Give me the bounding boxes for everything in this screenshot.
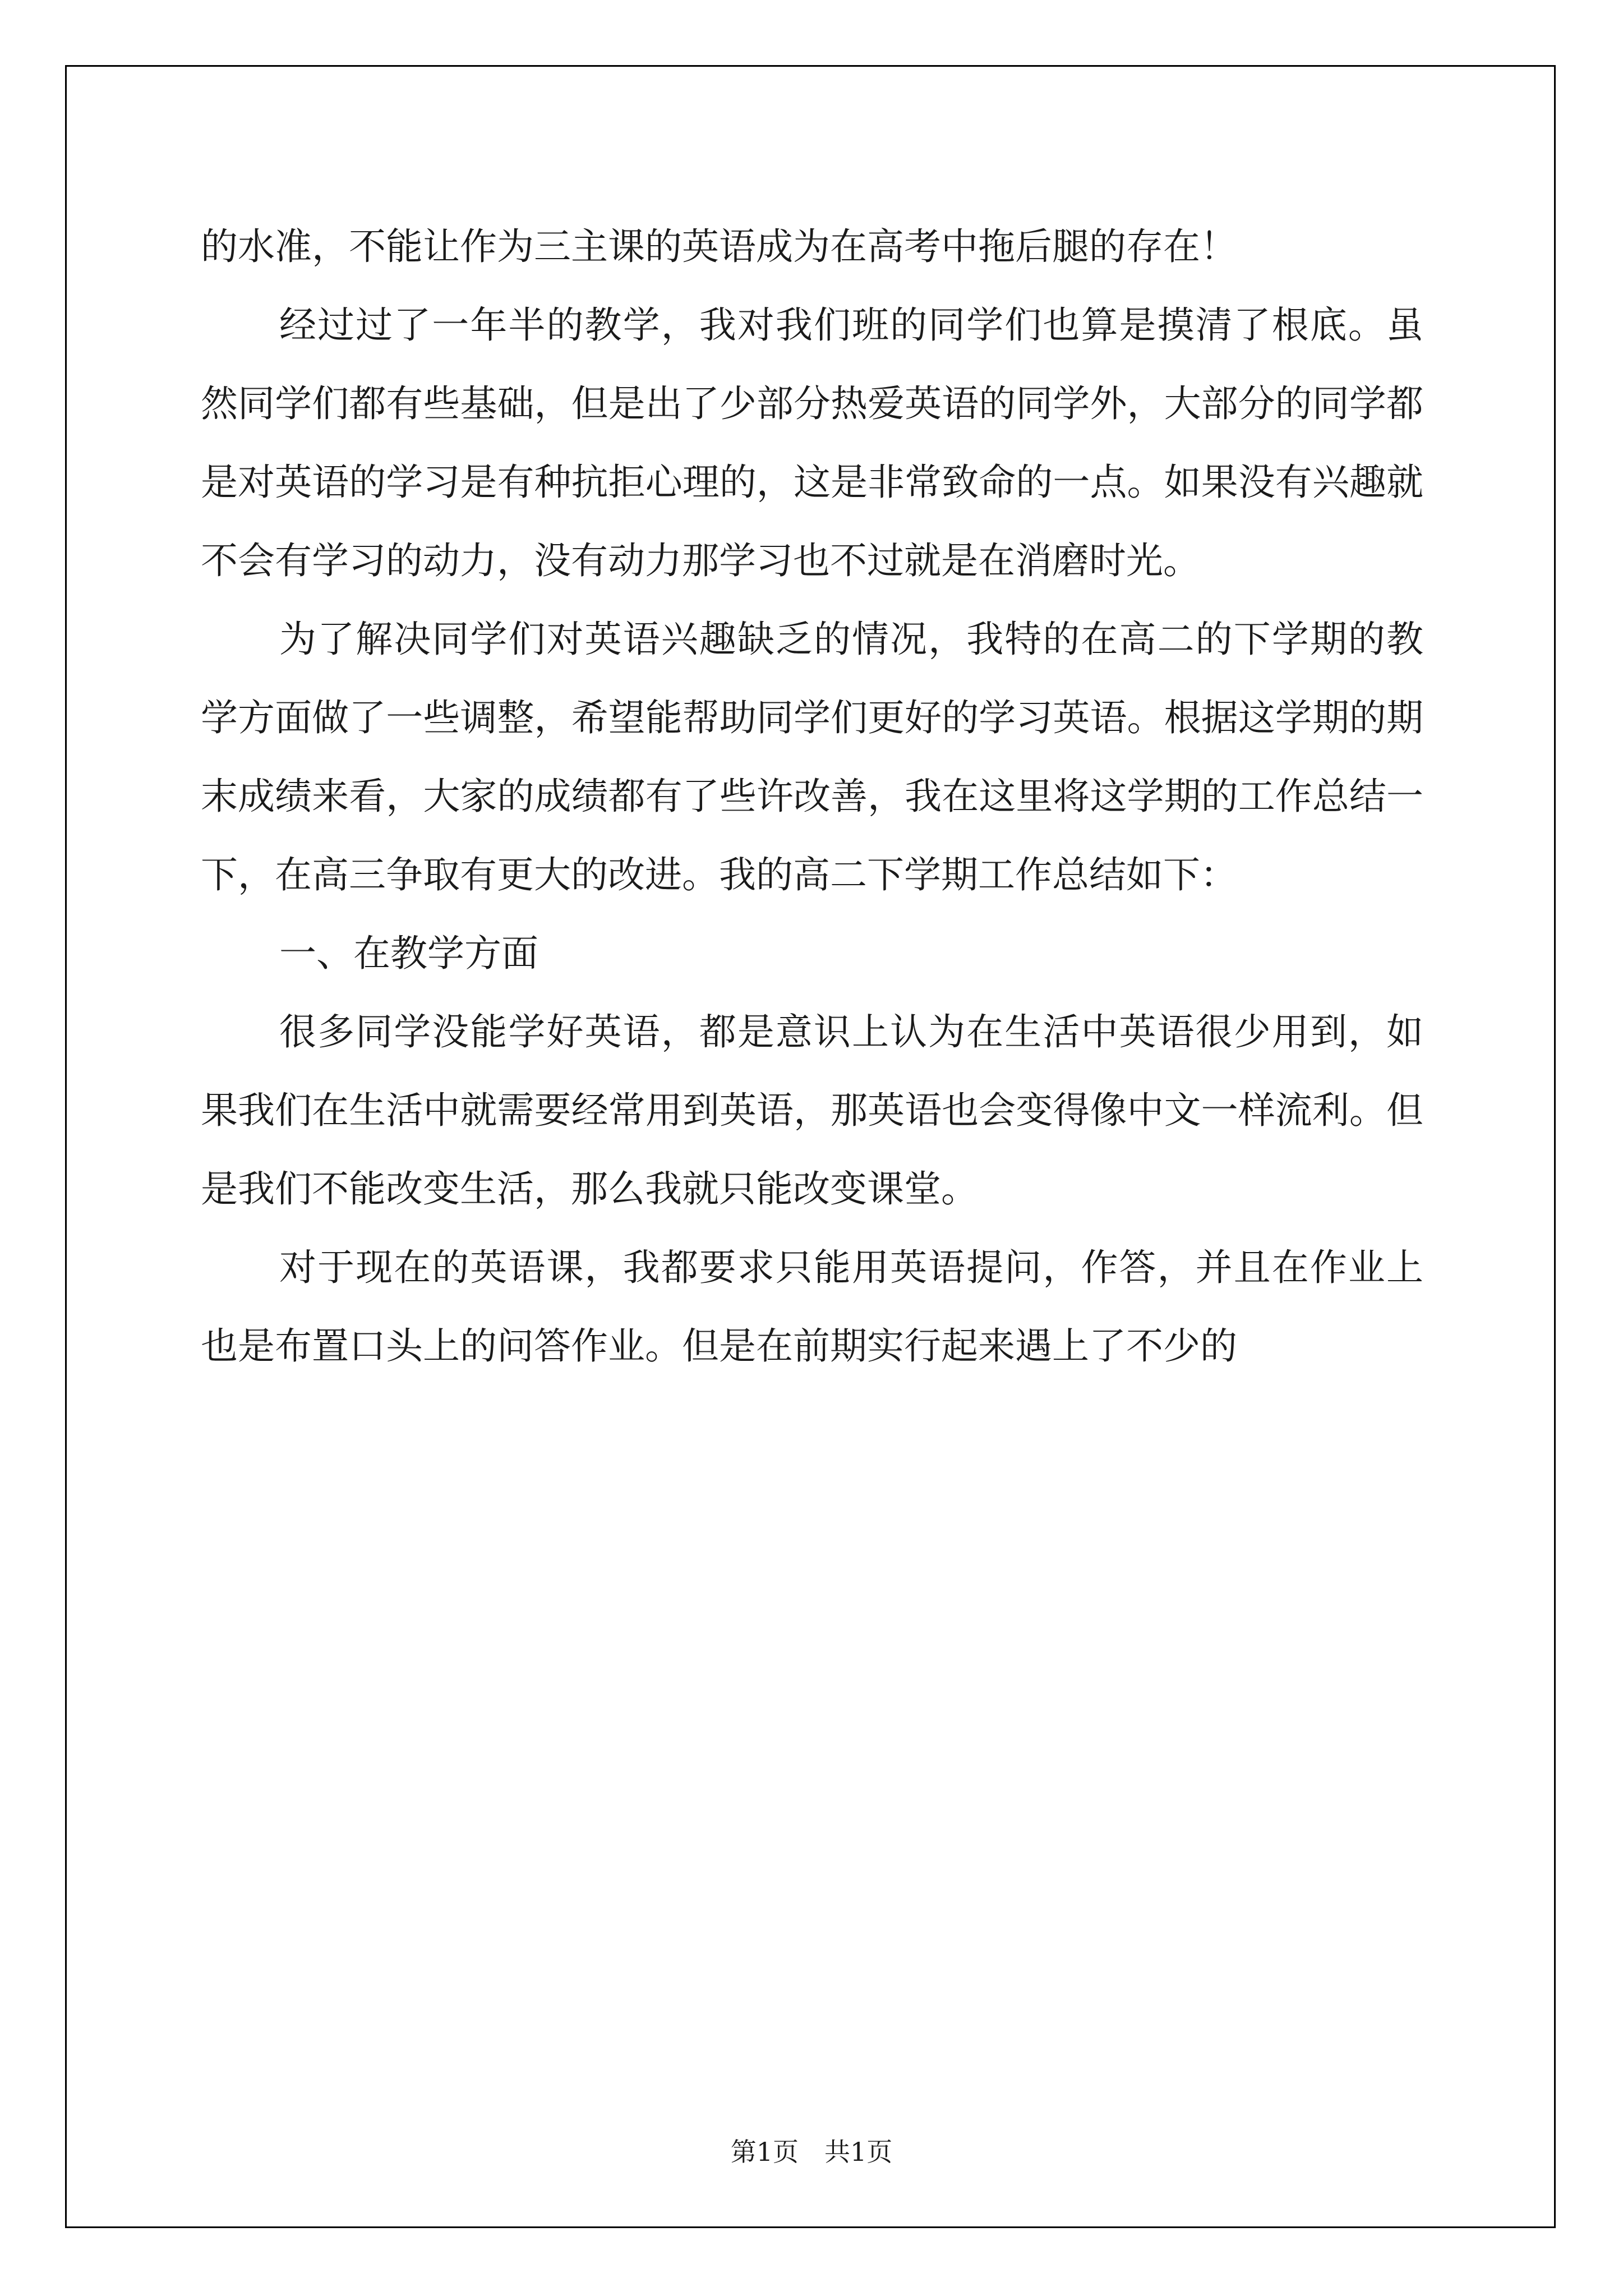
page-number-current: 第1页 [730,2137,799,2167]
paragraph-4: 很多同学没能学好英语，都是意识上认为在生活中英语很少用到，如果我们在生活中就需要经常用到英语，那英语也会变得像中文一样流利。但是我们不能改变生活，那么我就只能改变课堂。 [201,1010,1423,1211]
page-number-total: 共1页 [824,2137,893,2167]
paragraph-1: 的水准，不能让作为三主课的英语成为在高考中拖后腿的存在！ [201,225,1237,268]
paragraph-3: 为了解决同学们对英语兴趣缺乏的情况，我特的在高二的下学期的教学方面做了一些调整，希望能帮助同学们更好的学习英语。根据这学期的期末成绩来看，大家的成绩都有了些许改善，我在这里将这学期的工作总结一下，在高三争取有更大的改进。我的高二下学期工作总结如下： [201,618,1423,896]
section-heading: 一、在教学方面 [279,932,538,975]
page-footer [0,2132,1623,2169]
paragraph-2: 经过过了一年半的教学，我对我们班的同学们也算是摸清了根底。虽然同学们都有些基础，但是出了少部分热爱英语的同学外，大部分的同学都是对英语的学习是有种抗拒心理的，这是非常致命的一点。如果没有兴趣就不会有学习的动力，没有动力那学习也不过就是在消磨时光。 [201,303,1423,582]
paragraph-5: 对于现在的英语课，我都要求只能用英语提问，作答，并且在作业上也是布置口头上的问答作业。但是在前期实行起来遇上了不少的 [201,1246,1423,1368]
document-body [201,208,1423,1386]
